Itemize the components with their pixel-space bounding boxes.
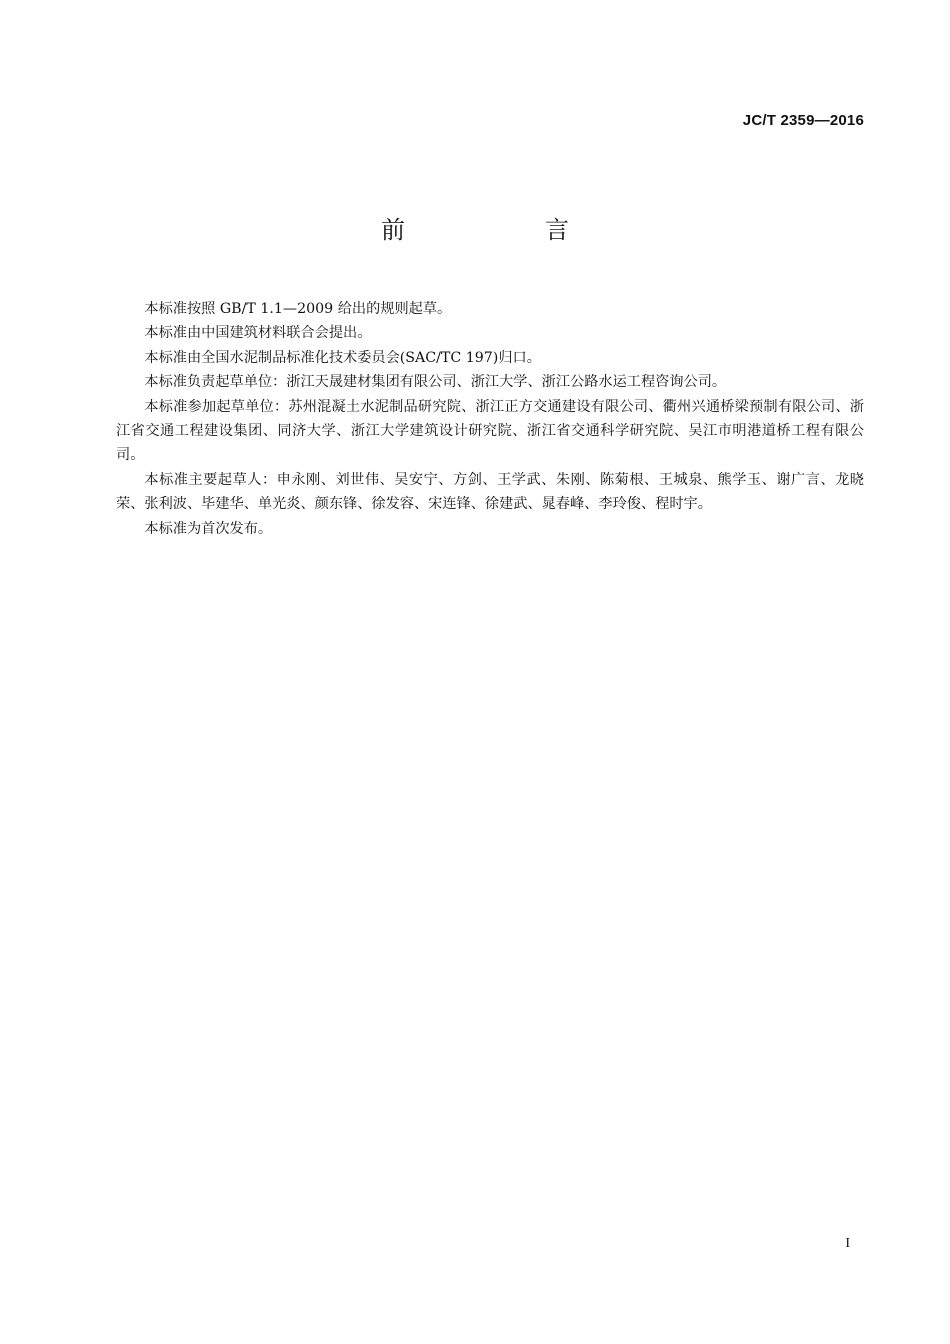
page-number: I xyxy=(845,1236,850,1251)
paragraph-proposer: 本标准由中国建筑材料联合会提出。 xyxy=(144,325,372,342)
paragraph-committee: 本标准由全国水泥制品标准化技术委员会(SAC/TC 197)归口。 xyxy=(144,349,541,366)
paragraph-main-drafters: 本标准主要起草人：申永刚、刘世伟、吴安宁、方剑、王学武、朱刚、陈菊根、王城泉、熊学玉、谢广言、龙晓荣、张利波、毕建华、单光炎、颜东锋、徐发容、宋连锋、徐建武、晁春峰、李玲俊、程时宇。 xyxy=(116,471,864,513)
paragraph-participating-units: 本标准参加起草单位：苏州混凝土水泥制品研究院、浙江正方交通建设有限公司、衢州兴通桥梁预制有限公司、浙江省交通工程建设集团、同济大学、浙江大学建筑设计研究院、浙江省交通科学研究院、吴江市明港道桥工程有限公司。 xyxy=(116,398,864,464)
standard-code: JC/T 2359—2016 xyxy=(742,112,864,129)
page-title: 前 言 xyxy=(381,216,627,244)
paragraph-drafting-rules: 本标准按照 GB/T 1.1—2009 给出的规则起草。 xyxy=(144,301,452,317)
paragraph-first-release: 本标准为首次发布。 xyxy=(144,520,273,537)
foreword-body xyxy=(116,297,864,541)
paragraph-lead-drafting-units: 本标准负责起草单位：浙江天晟建材集团有限公司、浙江大学、浙江公路水运工程咨询公司。 xyxy=(144,374,727,391)
